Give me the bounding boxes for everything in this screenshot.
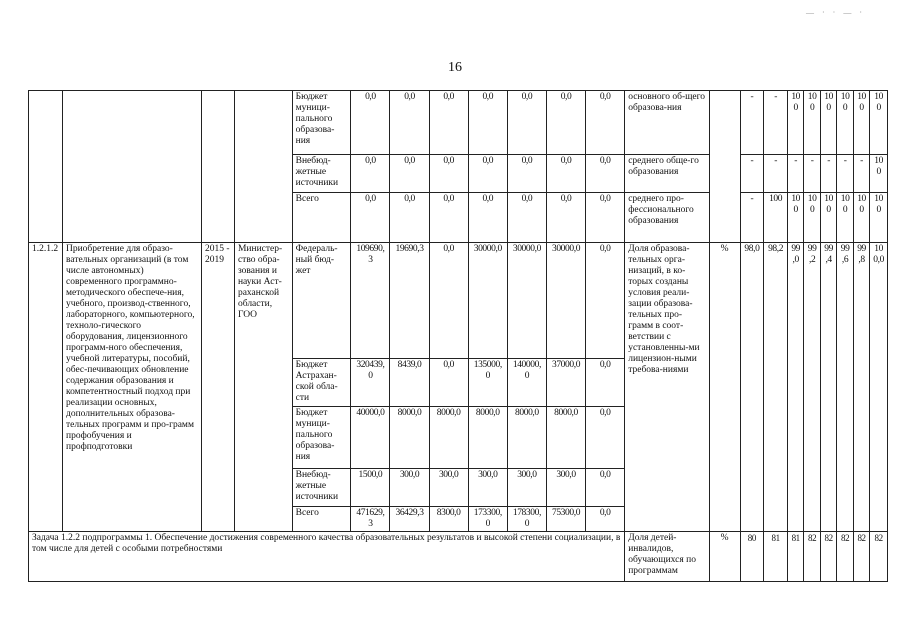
target-value: 100 [764,193,788,243]
funding-value: 0,0 [429,193,468,243]
funding-source: Внебюд-жетные источники [292,155,351,193]
target-value: 82 [804,532,820,582]
funding-value: 0,0 [546,91,585,155]
target-value: 100 [804,193,820,243]
indicator-name: среднего обще-го образования [625,155,709,193]
funding-value: 0,0 [429,243,468,359]
funding-source: Бюджет муници-пального образова-ния [292,91,351,155]
target-value: 100 [787,193,803,243]
funding-value: 8000,0 [507,407,546,469]
unit-cell [709,91,740,243]
target-value: 81 [764,532,788,582]
code-cell [29,91,63,243]
funding-value: 135000,0 [468,359,507,407]
funding-value: 8000,0 [468,407,507,469]
target-value: - [853,155,869,193]
funding-value: 0,0 [468,193,507,243]
funding-value: 0,0 [586,91,625,155]
funding-value: 0,0 [351,155,390,193]
page-number: 16 [448,60,462,75]
target-value: 99,2 [804,243,820,532]
funding-value: 320439,0 [351,359,390,407]
funding-value: 109690,3 [351,243,390,359]
funding-value: 0,0 [507,91,546,155]
target-value: - [740,193,764,243]
indicator-name: Доля образова-тельных орга-низаций, в ко-торых созданы условия реали-зации образова-тельных про-грамм в соот-ветствии с установленны-ми лицензион-ными требова-ниями [625,243,709,532]
target-value: 98,2 [764,243,788,532]
target-value: 100 [870,193,888,243]
funding-value: 300,0 [429,469,468,507]
funding-value: 0,0 [351,91,390,155]
target-value: - [740,91,764,155]
target-value: 82 [837,532,853,582]
funding-value: 8300,0 [429,507,468,532]
funding-value: 0,0 [390,91,429,155]
funding-value: 8000,0 [546,407,585,469]
funding-value: 178300,0 [507,507,546,532]
item-code: 1.2.1.2 [29,243,63,532]
item-name: Приобретение для образо-вательных организаций (в том числе автономных) современного программно-методического обеспече-ния, учебного, производ-ственного, лабораторного, компьютерного, техноло-гического оборудования, лицензионного программ-ного обеспечения, учебной литературы, пособий, обес-печивающих обновление содержания образования и компетентностный подход при реализации основных, дополнительных образова-тельных программ и про-грамм профобучения и профподготовки [62,243,201,532]
funding-value: 140000,0 [507,359,546,407]
funding-value: 0,0 [390,155,429,193]
funding-value: 0,0 [429,359,468,407]
scan-marks: — · · — · [806,8,865,17]
item-period: 2015 - 2019 [202,243,235,532]
item-executor: Министер-ство обра-зования и науки Аст-раханской области, ГОО [234,243,292,532]
funding-value: 0,0 [429,155,468,193]
target-value: 100 [804,91,820,155]
funding-value: 0,0 [546,193,585,243]
target-value: 100 [837,193,853,243]
funding-value: 8000,0 [429,407,468,469]
funding-value: 0,0 [546,155,585,193]
funding-source: Всего [292,507,351,532]
funding-value: 1500,0 [351,469,390,507]
table-row [29,243,888,359]
target-value: 100 [820,193,836,243]
funding-source: Всего [292,193,351,243]
target-value: - [787,155,803,193]
target-value: - [804,155,820,193]
funding-value: 0,0 [586,193,625,243]
target-value: - [764,155,788,193]
target-value: 82 [820,532,836,582]
executor-cell [234,91,292,243]
funding-value: 37000,0 [546,359,585,407]
funding-value: 36429,3 [390,507,429,532]
funding-value: 40000,0 [351,407,390,469]
funding-value: 0,0 [586,407,625,469]
funding-value: 0,0 [468,91,507,155]
target-value: 100 [820,91,836,155]
funding-value: 0,0 [586,469,625,507]
funding-value: 0,0 [586,359,625,407]
target-value: 82 [853,532,869,582]
target-value: - [740,155,764,193]
indicator-name: Доля детей-инвалидов, обучающихся по программам [625,532,709,582]
funding-value: 30000,0 [507,243,546,359]
target-value: 100 [787,91,803,155]
funding-value: 300,0 [546,469,585,507]
funding-value: 30000,0 [546,243,585,359]
funding-value: 0,0 [468,155,507,193]
program-table [28,90,888,582]
target-value: 98,0 [740,243,764,532]
funding-value: 0,0 [351,193,390,243]
table-row [29,91,888,155]
funding-source: Бюджет Астрахан-ской обла-сти [292,359,351,407]
funding-value: 300,0 [390,469,429,507]
funding-value: 0,0 [507,155,546,193]
target-value: 99,0 [787,243,803,532]
target-value: 99,6 [837,243,853,532]
target-value: - [837,155,853,193]
target-value: 81 [787,532,803,582]
funding-value: 19690,3 [390,243,429,359]
funding-value: 75300,0 [546,507,585,532]
funding-source: Внебюд-жетные источники [292,469,351,507]
table-row [29,532,888,582]
target-value: 100 [870,91,888,155]
target-value: 80 [740,532,764,582]
task-heading: Задача 1.2.2 подпрограммы 1. Обеспечение достижения современного качества образовательных результатов и высокой степени социализации, в том числе для детей с особыми потребностями [29,532,625,582]
target-value: - [764,91,788,155]
target-value: 82 [870,532,888,582]
funding-value: 8000,0 [390,407,429,469]
target-value: 99,8 [853,243,869,532]
indicator-unit: % [709,532,740,582]
funding-value: 300,0 [507,469,546,507]
funding-source: Федераль-ный бюд-жет [292,243,351,359]
funding-value: 300,0 [468,469,507,507]
target-value: 99,4 [820,243,836,532]
target-value: 100,0 [870,243,888,532]
funding-value: 8439,0 [390,359,429,407]
funding-value: 0,0 [390,193,429,243]
funding-value: 30000,0 [468,243,507,359]
target-value: 100 [837,91,853,155]
name-cell [62,91,201,243]
funding-value: 0,0 [586,243,625,359]
indicator-name: среднего про-фессионального образования [625,193,709,243]
funding-value: 173300,0 [468,507,507,532]
funding-value: 0,0 [429,91,468,155]
funding-value: 0,0 [586,155,625,193]
target-value: - [820,155,836,193]
target-value: 100 [870,155,888,193]
target-value: 100 [853,193,869,243]
period-cell [202,91,235,243]
funding-value: 471629,3 [351,507,390,532]
funding-source: Бюджет муници-пального образова-ния [292,407,351,469]
funding-value: 0,0 [507,193,546,243]
indicator-name: основного об-щего образова-ния [625,91,709,155]
target-value: 100 [853,91,869,155]
indicator-unit: % [709,243,740,532]
funding-value: 0,0 [586,507,625,532]
